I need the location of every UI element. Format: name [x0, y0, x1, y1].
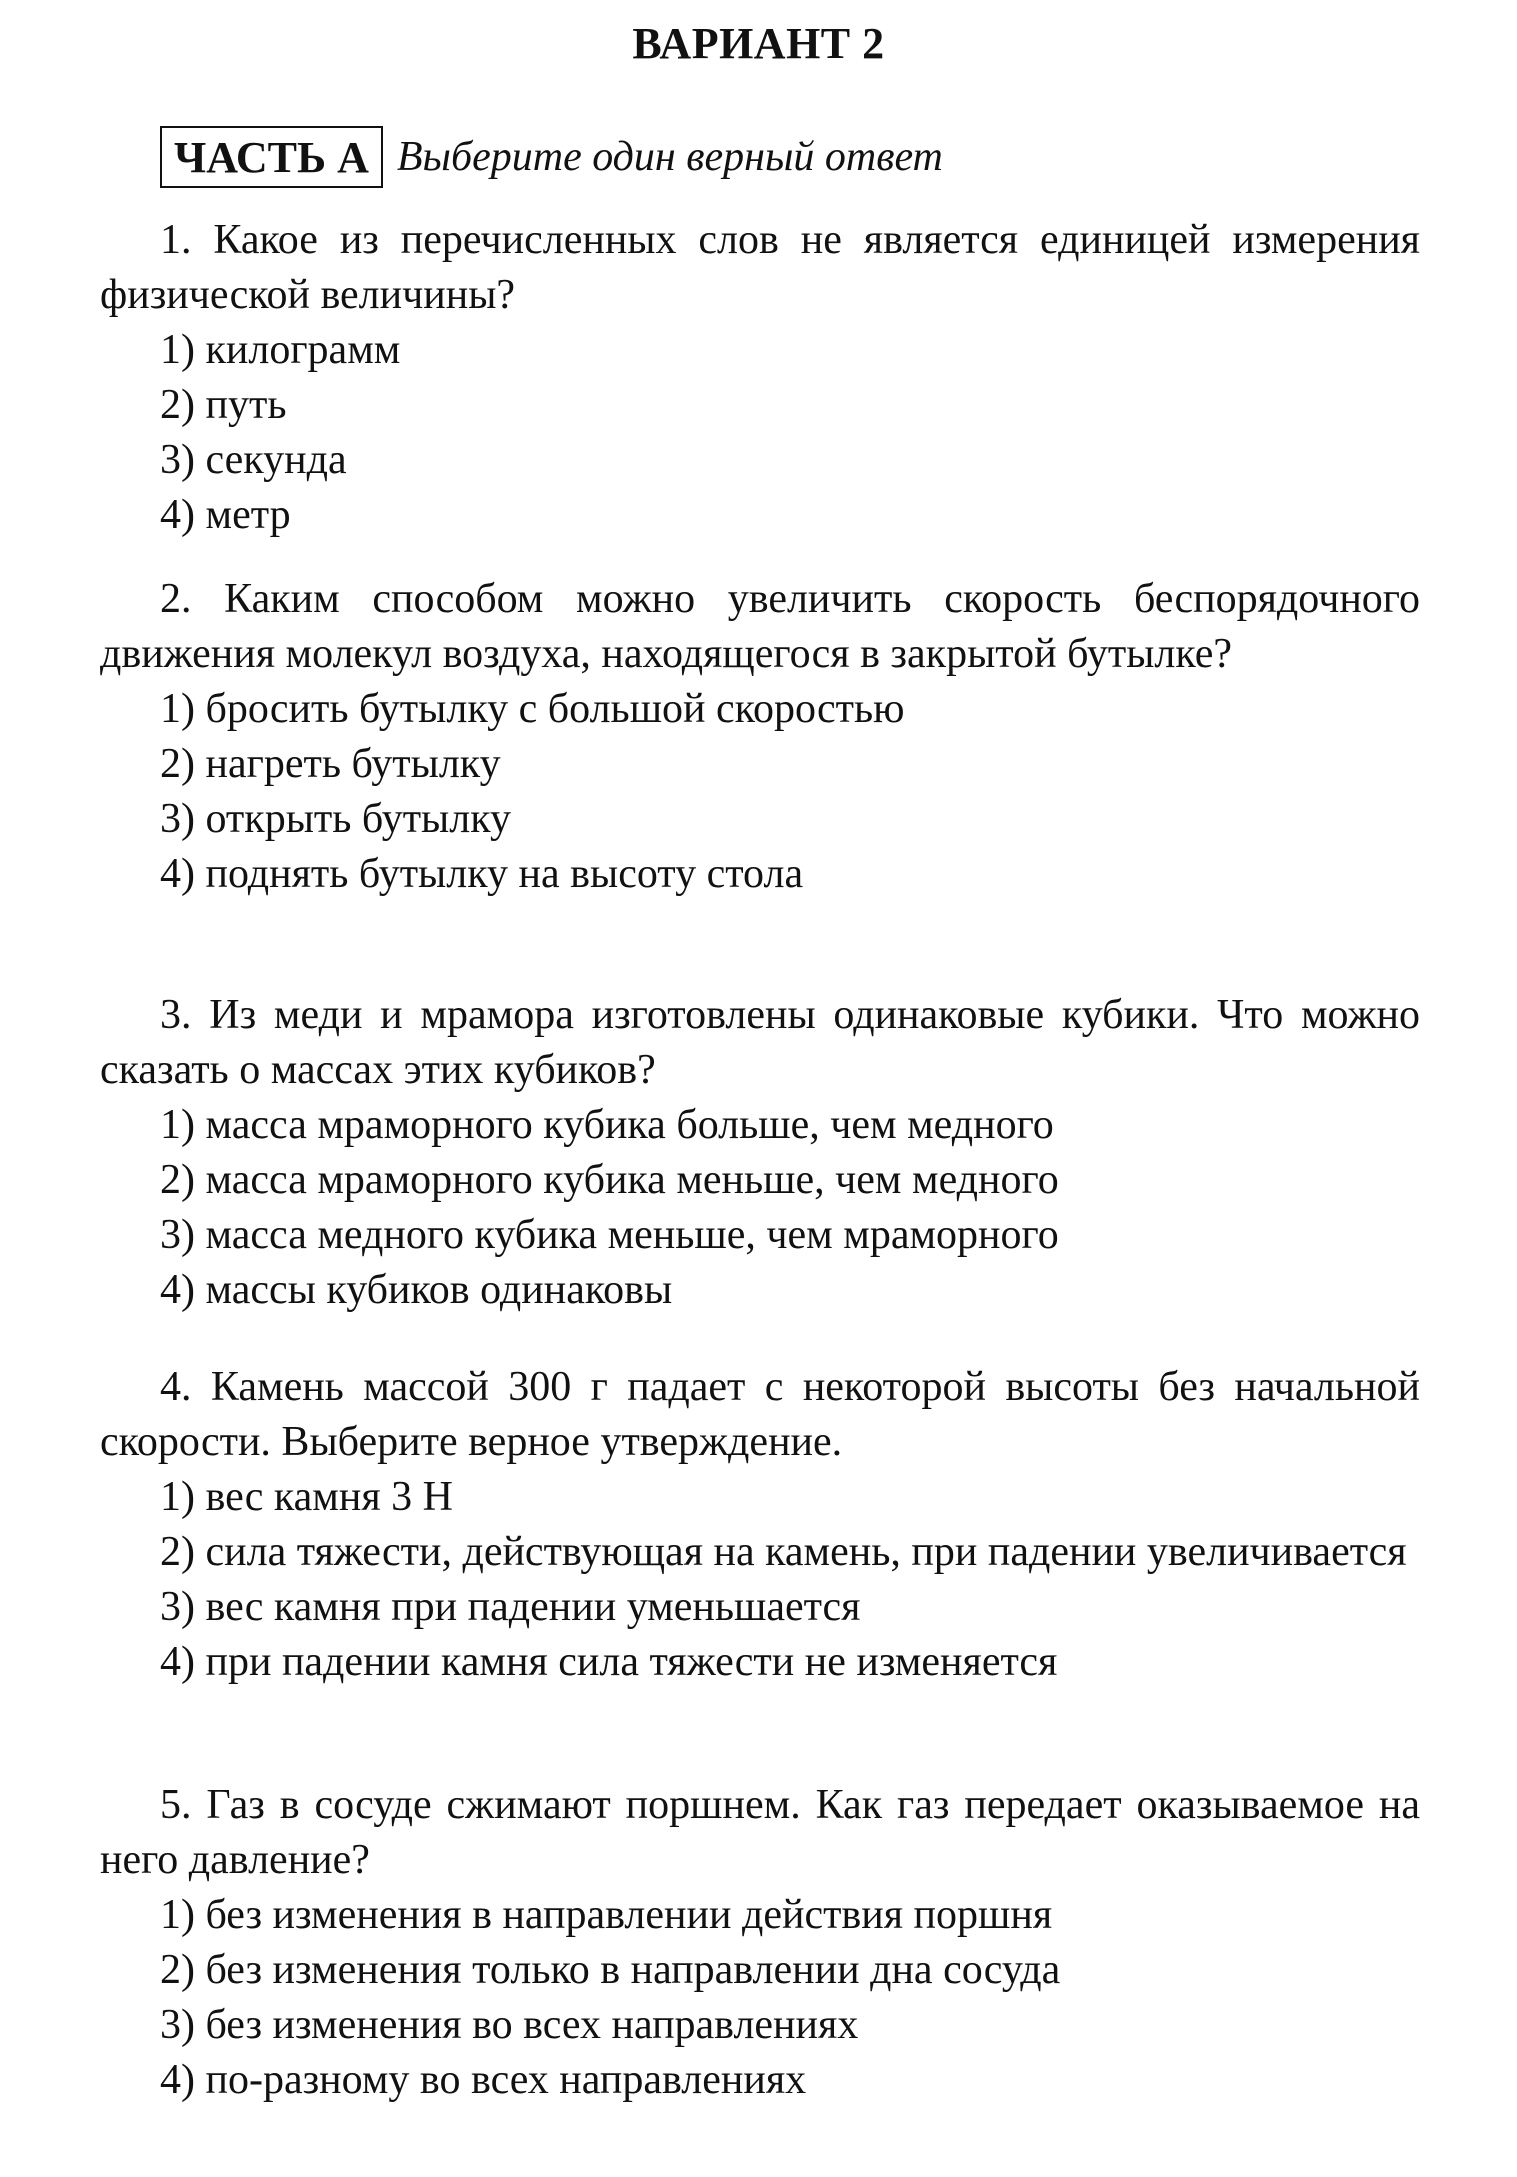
answer-option: 3) вес камня при падении уменьшается	[160, 1584, 861, 1630]
answer-option: 3) масса медного кубика меньше, чем мраморного	[160, 1212, 1059, 1258]
answer-option: 2) сила тяжести, действующая на камень, при падении увеличивается	[160, 1529, 1407, 1575]
answer-option: 2) масса мраморного кубика меньше, чем медного	[160, 1157, 1059, 1203]
question-2	[100, 572, 1420, 902]
part-instruction: Выберите один верный ответ	[396, 134, 943, 180]
answer-option: 3) секунда	[160, 437, 347, 483]
question-text: 3. Из меди и мрамора изготовлены одинаковые кубики. Что можно сказать о массах этих кубиков?	[100, 992, 1420, 1093]
answer-option: 1) бросить бутылку с большой скоростью	[160, 686, 905, 732]
question-1	[100, 213, 1420, 543]
page-title: ВАРИАНТ 2	[632, 19, 885, 68]
answer-option: 3) открыть бутылку	[160, 796, 512, 842]
answer-option: 2) нагреть бутылку	[160, 741, 501, 787]
answer-option: 2) путь	[160, 382, 287, 428]
answer-option: 2) без изменения только в направлении дна сосуда	[160, 1947, 1061, 1993]
answer-option: 4) по-разному во всех направлениях	[160, 2057, 807, 2103]
question-3	[100, 988, 1420, 1318]
question-text: 4. Камень массой 300 г падает с некоторой высоты без начальной скорости. Выберите верное утверждение.	[100, 1364, 1420, 1465]
answer-option: 1) вес камня 3 Н	[160, 1474, 454, 1520]
answer-option: 1) масса мраморного кубика больше, чем медного	[160, 1102, 1054, 1148]
question-text: 5. Газ в сосуде сжимают поршнем. Как газ передает оказываемое на него давление?	[100, 1782, 1420, 1883]
answer-option: 4) поднять бутылку на высоту стола	[160, 851, 804, 897]
part-header	[160, 125, 943, 189]
part-label: ЧАСТЬ А	[160, 126, 383, 188]
answer-option: 1) без изменения в направлении действия поршня	[160, 1892, 1053, 1938]
answer-option: 4) при падении камня сила тяжести не изменяется	[160, 1639, 1058, 1685]
answer-option: 4) метр	[160, 492, 291, 538]
question-text: 2. Каким способом можно увеличить скорость беспорядочного движения молекул воздуха, находящегося в закрытой бутылке?	[100, 576, 1420, 677]
answer-option: 3) без изменения во всех направлениях	[160, 2002, 859, 2048]
question-text: 1. Какое из перечисленных слов не является единицей измерения физической величины?	[100, 217, 1420, 318]
answer-option: 4) массы кубиков одинаковы	[160, 1267, 673, 1313]
answer-option: 1) килограмм	[160, 327, 401, 373]
question-5	[100, 1778, 1420, 2108]
question-4	[100, 1360, 1420, 1690]
